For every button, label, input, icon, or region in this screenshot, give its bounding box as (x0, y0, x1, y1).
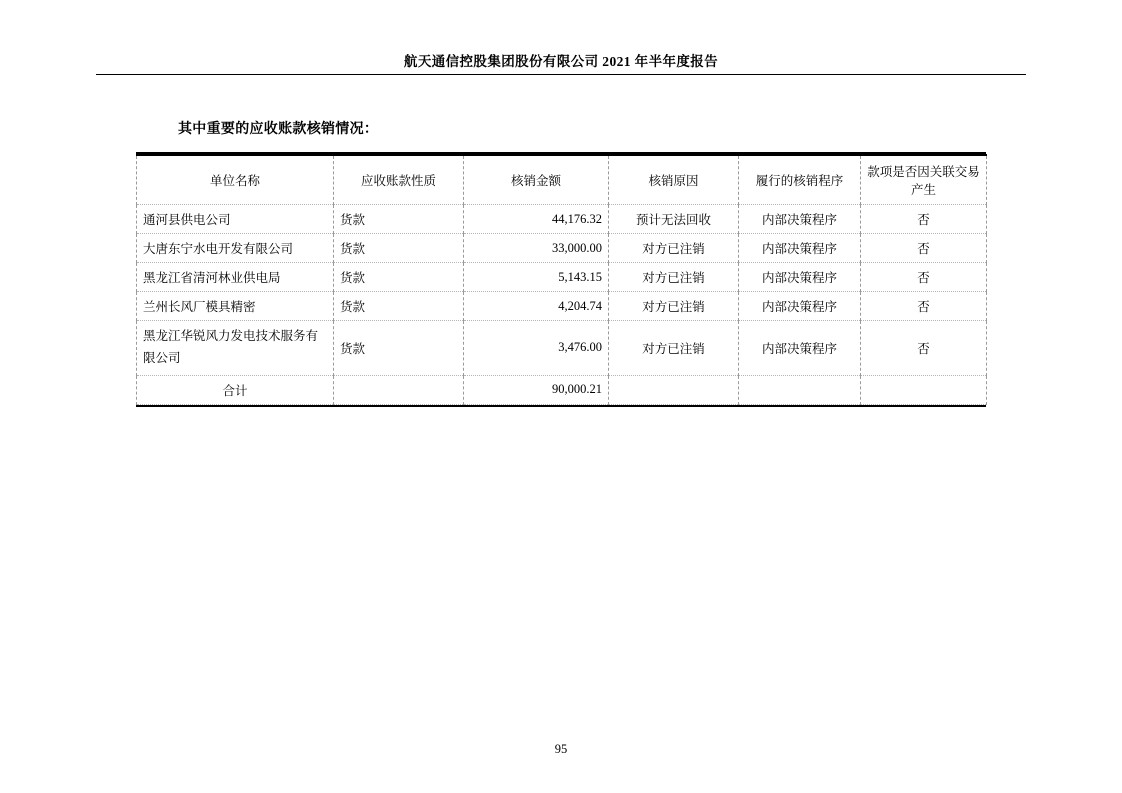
table-total-row (137, 375, 987, 404)
column-header-writeoff-amount: 核销金额 (464, 155, 609, 205)
cell-writeoff-procedure: 内部决策程序 (739, 321, 861, 376)
table-bottom-border (136, 405, 986, 407)
table-row (137, 263, 987, 292)
column-header-writeoff-procedure: 履行的核销程序 (739, 155, 861, 205)
cell-receivable-nature: 货款 (334, 321, 464, 376)
cell-writeoff-reason: 对方已注销 (609, 321, 739, 376)
cell-total-nature (334, 375, 464, 404)
cell-writeoff-reason: 对方已注销 (609, 292, 739, 321)
cell-writeoff-procedure: 内部决策程序 (739, 234, 861, 263)
column-header-receivable-nature: 应收账款性质 (334, 155, 464, 205)
section-intro-text: 其中重要的应收账款核销情况： (178, 122, 379, 137)
cell-total-procedure (739, 375, 861, 404)
cell-receivable-nature: 货款 (334, 234, 464, 263)
cell-unit-name: 大唐东宁水电开发有限公司 (137, 234, 334, 263)
cell-related-party: 否 (861, 292, 987, 321)
column-header-writeoff-reason: 核销原因 (609, 155, 739, 205)
cell-writeoff-procedure: 内部决策程序 (739, 205, 861, 234)
cell-writeoff-reason: 预计无法回收 (609, 205, 739, 234)
writeoff-table (136, 154, 987, 405)
cell-receivable-nature: 货款 (334, 263, 464, 292)
table-row (137, 234, 987, 263)
cell-unit-name: 黑龙江省清河林业供电局 (137, 263, 334, 292)
column-header-related-party: 款项是否因关联交易产生 (861, 155, 987, 205)
page-header (96, 50, 1026, 70)
cell-total-label: 合计 (137, 375, 334, 404)
cell-unit-name: 黑龙江华锐风力发电技术服务有限公司 (137, 321, 334, 376)
cell-unit-name: 通河县供电公司 (137, 205, 334, 234)
cell-related-party: 否 (861, 205, 987, 234)
table-row (137, 292, 987, 321)
page-number: 95 (554, 742, 568, 756)
writeoff-table-container (136, 152, 986, 407)
cell-writeoff-amount: 44,176.32 (464, 205, 609, 234)
cell-total-related (861, 375, 987, 404)
cell-related-party: 否 (861, 321, 987, 376)
table-header-row (137, 155, 987, 205)
cell-writeoff-amount: 33,000.00 (464, 234, 609, 263)
cell-related-party: 否 (861, 234, 987, 263)
cell-writeoff-amount: 3,476.00 (464, 321, 609, 376)
cell-unit-name: 兰州长风厂模具精密 (137, 292, 334, 321)
cell-total-reason (609, 375, 739, 404)
cell-writeoff-procedure: 内部决策程序 (739, 263, 861, 292)
cell-writeoff-reason: 对方已注销 (609, 263, 739, 292)
cell-writeoff-procedure: 内部决策程序 (739, 292, 861, 321)
header-divider (96, 74, 1026, 75)
cell-writeoff-amount: 4,204.74 (464, 292, 609, 321)
cell-total-amount: 90,000.21 (464, 375, 609, 404)
cell-writeoff-reason: 对方已注销 (609, 234, 739, 263)
cell-writeoff-amount: 5,143.15 (464, 263, 609, 292)
cell-receivable-nature: 货款 (334, 292, 464, 321)
column-header-unit-name: 单位名称 (137, 155, 334, 205)
table-row (137, 321, 987, 376)
cell-related-party: 否 (861, 263, 987, 292)
cell-receivable-nature: 货款 (334, 205, 464, 234)
page-header-title: 航天通信控股集团股份有限公司 2021 年半年度报告 (403, 54, 719, 69)
table-row (137, 205, 987, 234)
